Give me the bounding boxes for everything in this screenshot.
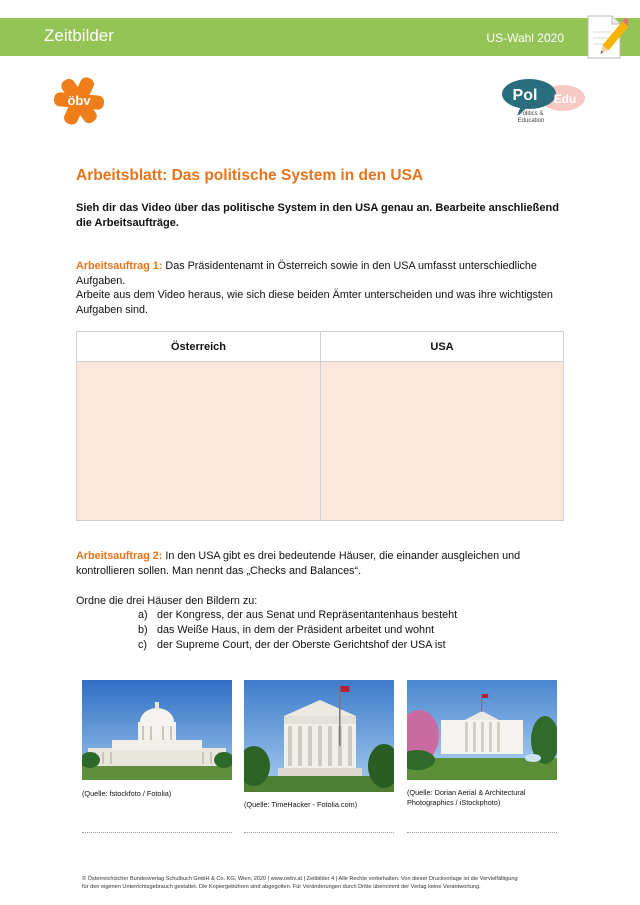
list-item: a) der Kongress, der aus Senat und Repräsentantenhaus besteht <box>138 609 458 621</box>
copyright-footer <box>82 875 562 892</box>
answer-cell-usa[interactable] <box>321 362 563 520</box>
comparison-table <box>76 331 564 521</box>
white-house-photo <box>407 680 557 780</box>
supreme-court-photo <box>244 680 394 792</box>
table-header-austria: Österreich <box>77 332 320 362</box>
worksheet-pencil-icon <box>582 10 628 64</box>
footer-line-1: © Österreichischer Bundesverlag Schulbuch GmbH & Co. KG, Wien, 2020 | www.oebv.at | Zeitbilder 4 | Alle Rechte vorbehalten. Von dieser Druckvorlage ist die Vervielfältigung <box>82 876 518 882</box>
answer-line-2[interactable] <box>244 832 394 833</box>
task2-instruction: Ordne die drei Häuser den Bildern zu: <box>76 595 258 607</box>
topic-title: US-Wahl 2020 <box>486 31 564 45</box>
task2-label: Arbeitsauftrag 2: <box>76 550 163 562</box>
series-title: Zeitbilder <box>44 26 114 45</box>
task2-paragraph <box>76 549 576 578</box>
answer-line-3[interactable] <box>407 832 557 833</box>
photo-caption-2: (Quelle: TimeHacker - Fotolia.com) <box>244 800 358 809</box>
svg-text:Politics &: Politics & <box>518 111 544 117</box>
svg-text:Education: Education <box>517 118 545 124</box>
photo-caption-1: (Quelle: fstockfoto / Fotolia) <box>82 789 172 798</box>
poledu-logo <box>499 76 595 126</box>
task1-instruction: Arbeite aus dem Video heraus, wie sich diese beiden Ämter unterscheiden und was ihre wichtigsten Aufgaben sind. <box>76 289 553 316</box>
task1-text: Das Präsidentenamt in Österreich sowie in den USA umfasst unterschiedliche Aufgaben. <box>76 260 537 287</box>
worksheet-title: Arbeitsblatt: Das politische System in den USA <box>76 167 424 184</box>
worksheet-intro: Sieh dir das Video über das politische System in den USA genau an. Bearbeite anschließend die Arbeitsaufträge. <box>76 202 559 229</box>
oebv-logo <box>52 74 106 128</box>
photo-caption-3: (Quelle: Dorian Aerial & Architectural Photographics / iStockphoto) <box>407 788 526 807</box>
answer-line-1[interactable] <box>82 832 232 833</box>
task2-text: In den USA gibt es drei bedeutende Häuser, die einander ausgleichen und kontrollieren sollen. Man nennt das „Checks and Balances“. <box>76 550 521 577</box>
task1-paragraph <box>76 259 576 288</box>
oebv-logo-text: öbv <box>67 93 91 108</box>
list-item: c) der Supreme Court, der der Oberste Gerichtshof der USA ist <box>138 639 446 651</box>
footer-line-2: für den eigenen Unterrichtsgebrauch gestattet. Die Kopiergebühren sind abgegolten. Für Veränderungen durch Dritte übernimmt der Verlag keine Verantwortung. <box>82 884 481 891</box>
task1-label: Arbeitsauftrag 1: <box>76 260 163 272</box>
answer-cell-austria[interactable] <box>77 362 320 520</box>
list-item: b) das Weiße Haus, in dem der Präsident arbeitet und wohnt <box>138 624 435 636</box>
table-column-divider <box>320 332 321 520</box>
capitol-photo <box>82 680 232 780</box>
svg-text:Pol: Pol <box>512 87 538 104</box>
svg-text:Edu: Edu <box>553 92 577 106</box>
table-header-usa: USA <box>321 332 563 362</box>
